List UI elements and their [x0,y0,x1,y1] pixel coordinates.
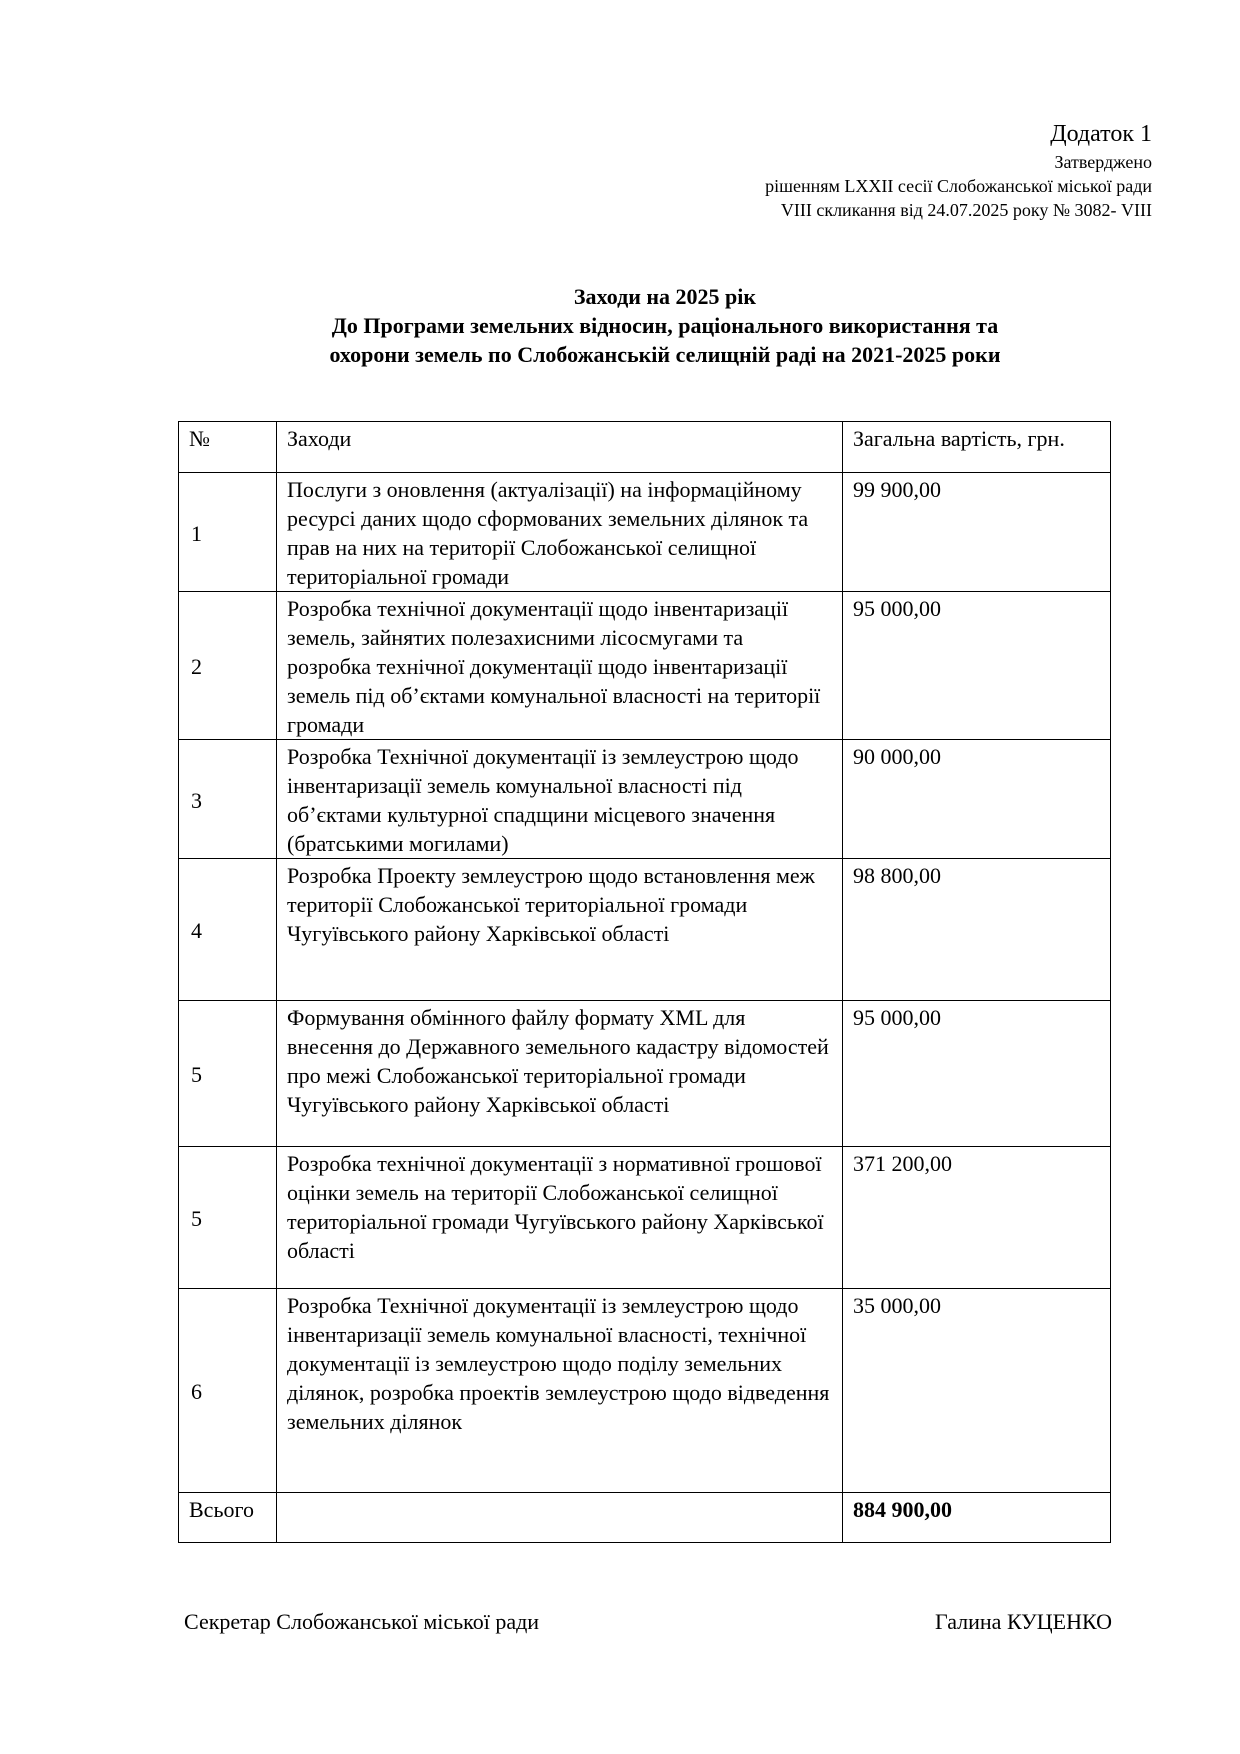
table-row [179,740,1111,859]
row-cost: 98 800,00 [843,859,1111,1001]
row-measure: Формування обмінного файлу формату XML для внесення до Державного земельного кадастру відомостей про межі Слобожанської територіальної громади Чугуївського району Харківської області [277,1001,843,1147]
row-cost: 95 000,00 [843,592,1111,740]
column-header-number: № [179,422,277,473]
table-row [179,1147,1111,1289]
table-row [179,859,1111,1001]
row-measure: Розробка технічної документації щодо інвентаризації земель, зайнятих полезахисними лісосмугами та розробка технічної документації щодо інвентаризації земель під об’єктами комунальної власності на території громади [277,592,843,740]
table-row [179,473,1111,592]
total-value: 884 900,00 [843,1493,1111,1543]
signature-name: Галина КУЦЕНКО [935,1609,1112,1634]
row-number: 5 [179,1147,277,1289]
approval-decision: рішенням LXXII сесії Слобожанської міської ради [765,176,1152,196]
row-measure: Розробка Технічної документації із землеустрою щодо інвентаризації земель комунальної власності, технічної документації із землеустрою щодо поділу земельних ділянок, розробка проектів землеустрою щодо відведення земельних ділянок [277,1289,843,1493]
column-header-measures: Заходи [277,422,843,473]
row-number: 6 [179,1289,277,1493]
table-row [179,1289,1111,1493]
table-header-row [179,422,1111,473]
approval-session: VIII скликання від 24.07.2025 року № 3082- VIII [780,200,1152,220]
row-number: 2 [179,592,277,740]
row-cost: 90 000,00 [843,740,1111,859]
heading-line-1: Заходи на 2025 рік [573,284,757,309]
row-cost: 95 000,00 [843,1001,1111,1147]
signature-position: Секретар Слобожанської міської ради [184,1609,540,1634]
table-row [179,592,1111,740]
row-measure: Розробка Проекту землеустрою щодо встановлення меж території Слобожанської територіальної громади Чугуївського району Харківської області [277,859,843,1001]
heading-line-3: охорони земель по Слобожанській селищній раді на 2021-2025 роки [329,342,1001,367]
row-number: 1 [179,473,277,592]
row-cost: 371 200,00 [843,1147,1111,1289]
row-measure: Розробка технічної документації з нормативної грошової оцінки земель на території Слобожанської селищної територіальної громади Чугуївського району Харківської області [277,1147,843,1289]
approval-label: Затверджено [1054,152,1152,172]
row-number: 4 [179,859,277,1001]
column-header-cost: Загальна вартість, грн. [843,422,1111,473]
table-total-row [179,1493,1111,1543]
measures-table [178,421,1111,1543]
document-heading [0,282,1240,369]
total-label: Всього [179,1493,277,1543]
row-measure: Розробка Технічної документації із землеустрою щодо інвентаризації земель комунальної власності під об’єктами культурної спадщини місцевого значення (братськими могилами) [277,740,843,859]
row-number: 3 [179,740,277,859]
total-empty-cell [277,1493,843,1543]
row-measure: Послуги з оновлення (актуалізації) на інформаційному ресурсі даних щодо сформованих земельних ділянок та прав на них на території Слобожанської селищної територіальної громади [277,473,843,592]
addendum-title: Додаток 1 [1050,121,1152,147]
row-cost: 35 000,00 [843,1289,1111,1493]
heading-line-2: До Програми земельних відносин, раціонального використання та [331,313,999,338]
addendum-block [765,118,1152,222]
row-number: 5 [179,1001,277,1147]
row-cost: 99 900,00 [843,473,1111,592]
table-row [179,1001,1111,1147]
